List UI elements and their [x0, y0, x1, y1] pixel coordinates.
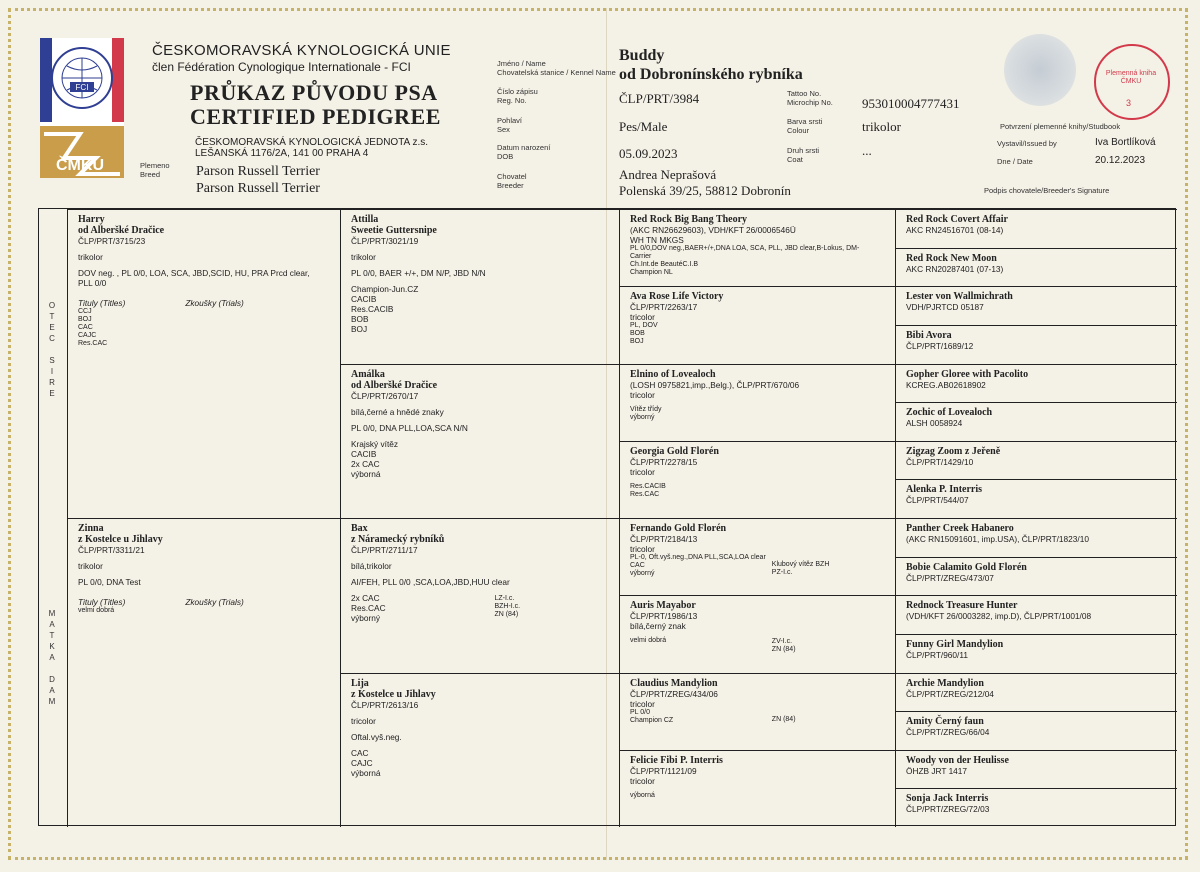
- cell-note: ZN (84): [771, 715, 796, 723]
- cell-line: CAC: [630, 562, 645, 569]
- issued-by: Iva Bortlíková: [1095, 137, 1156, 148]
- breeder-address: Polenská 39/25, 58812 Dobronín: [619, 183, 791, 198]
- dam-dam-cell: [340, 673, 619, 828]
- cell-line: trikolor: [351, 252, 376, 262]
- gen3-cell: [619, 673, 895, 750]
- cell-line: velmi dobrá: [630, 637, 667, 645]
- org-fci: člen Fédération Cynologique Internationale - FCI: [152, 60, 411, 74]
- stamp-number: 3: [1126, 98, 1132, 108]
- side-letter: E: [49, 389, 55, 398]
- cell-line: výborná: [351, 767, 381, 778]
- cell-line: výborná: [351, 468, 381, 479]
- sire-dam-cell: [340, 364, 619, 519]
- cell-line: Res.CACIB: [351, 304, 394, 314]
- cell-line: ČLP/PRT/1986/13: [630, 611, 698, 622]
- gen4-cell: [895, 595, 1177, 634]
- cell-line: PL-0, Oft.vyš.neg.,DNA PLL,SCA,LOA clear: [630, 554, 766, 561]
- cell-line: Zigzag Zoom z Jeřeně: [906, 445, 1001, 457]
- cell-note: ZV-I.c.: [771, 638, 793, 646]
- cell-line: Sweetie Guttersnipe: [351, 225, 437, 236]
- cell-line: tricolor: [351, 715, 376, 726]
- cell-line: AKC RN20287401 (07-13): [906, 263, 1004, 274]
- side-letter: C: [49, 334, 55, 343]
- sire-side-label: [42, 300, 62, 399]
- cell-line: BOJ: [630, 338, 644, 346]
- signature-label: Podpis chovatele/Breeder's Signature: [984, 186, 1110, 195]
- cell-line: Bobie Calamito Gold Florén: [906, 561, 1027, 573]
- cell-line: tricolor: [630, 389, 655, 400]
- gen4-cell: [895, 209, 1177, 248]
- side-letter: S: [49, 356, 55, 365]
- cell-line: bílá,černý znak: [630, 621, 686, 632]
- side-letter: M: [48, 609, 56, 618]
- cell-line: ČLP/PRT/ZREG/473/07: [906, 572, 994, 583]
- side-letter: K: [49, 642, 55, 651]
- cell-note: Klubový vítěz BZH: [771, 561, 830, 568]
- side-letter: I: [50, 367, 54, 376]
- date-label: Dne / Date: [997, 157, 1033, 166]
- cell-line: bílá,černé a hnědé znaky: [351, 406, 444, 417]
- gen4-cell: [895, 441, 1177, 480]
- cell-line: trikolor: [78, 252, 103, 262]
- gen3-cell: [619, 209, 895, 286]
- side-letter: A: [49, 653, 55, 662]
- name-label: Jméno / Name Chovatelská stanice / Kennel Name: [497, 59, 616, 77]
- cell-line: BOB: [630, 330, 645, 338]
- dam-side-label: [42, 608, 62, 707]
- cell-line: (AKC RN15091601, imp.USA), ČLP/PRT/1823/10: [906, 534, 1089, 544]
- cell-line: Sonja Jack Interris: [906, 793, 989, 805]
- cell-line: ČLP/PRT/2613/16: [351, 699, 419, 710]
- cell-line: Auris Mayabor: [630, 600, 696, 612]
- cell-note: ZN (84): [494, 611, 519, 618]
- cell-line: Carrier: [630, 253, 652, 260]
- fci-cmku-logo: [40, 38, 124, 178]
- sex-label: Pohlaví Sex: [497, 116, 523, 134]
- cell-line: Zochic of Lovealoch: [906, 407, 993, 419]
- cell-line: Champion CZ: [630, 716, 674, 724]
- cell-line: KCREG.AB02618902: [906, 379, 986, 390]
- side-letter: A: [49, 620, 55, 629]
- dog-sex: Pes/Male: [619, 119, 668, 134]
- cell-line: výborný: [630, 413, 655, 421]
- dam-cell: [67, 518, 340, 827]
- cell-line: Red Rock Big Bang Theory: [630, 214, 748, 225]
- title-entry: CCJ: [78, 308, 92, 315]
- cell-line: Claudius Mandylion: [630, 677, 718, 689]
- cell-line: Oftal.vyš.neg.: [351, 731, 402, 742]
- cell-line: Rednock Treasure Hunter: [906, 600, 1018, 612]
- colour-label: Barva srsti Colour: [787, 117, 823, 135]
- cell-line: Harry: [78, 214, 105, 225]
- issued-label: Vystavil/Issued by: [997, 139, 1057, 148]
- cell-line: ČLP/PRT/960/11: [906, 649, 968, 660]
- cell-note: LZ-I.c.: [494, 595, 515, 602]
- chip-label: Tattoo No. Microchip No.: [787, 89, 833, 107]
- reg-label: Číslo zápisu Reg. No.: [497, 87, 538, 105]
- cell-line: Funny Girl Mandylion: [906, 638, 1004, 650]
- cell-line: Lija: [351, 677, 369, 689]
- side-letter: [42, 663, 62, 674]
- cell-note: BZH-I.c.: [494, 603, 521, 610]
- gen3-cell: [619, 286, 895, 363]
- title-entry: CAC: [78, 324, 93, 331]
- cell-line: CAJC: [351, 757, 373, 768]
- cell-line: Ch.Int.de BeautéC.I.B: [630, 261, 699, 268]
- pedigree-table: [38, 208, 1176, 826]
- side-letter: T: [49, 312, 55, 321]
- cell-line: 2x CAC: [351, 458, 380, 469]
- title-cz: PRŮKAZ PŮVODU PSA: [190, 80, 438, 105]
- sire-cell: [67, 209, 340, 518]
- title-entry: BOJ: [78, 316, 92, 323]
- sire-sire-cell: [340, 209, 619, 364]
- gen3-cell: [619, 595, 895, 672]
- cell-line: Res.CACIB: [630, 482, 666, 490]
- dob-label: Datum narození DOB: [497, 143, 551, 161]
- cell-line: BOB: [351, 314, 369, 324]
- cell-line: Woody von der Heulisse: [906, 754, 1009, 766]
- cell-line: PLL 0/0: [78, 278, 107, 288]
- cell-line: bílá,trikolor: [351, 561, 392, 571]
- cell-line: Zinna: [78, 523, 104, 534]
- side-letter: E: [49, 323, 55, 332]
- coat-label: Druh srsti Coat: [787, 146, 820, 164]
- gen4-cell: [895, 479, 1177, 518]
- cell-line: Red Rock New Moon: [906, 252, 997, 264]
- org-name: ČESKOMORAVSKÁ KYNOLOGICKÁ UNIE: [152, 42, 451, 59]
- trials-label: Zkoušky (Trials): [185, 298, 244, 308]
- cell-line: trikolor: [78, 561, 103, 571]
- cell-line: Alenka P. Interris: [906, 484, 983, 496]
- cell-line: ČLP/PRT/2711/17: [351, 545, 418, 555]
- gen4-cell: [895, 557, 1177, 596]
- cell-line: PL 0/0,DOV neg.,BAER+/+,DNA LOA, SCA, PLL, JBD clear,B-Lokus, DM-: [630, 245, 860, 252]
- side-letter: R: [49, 378, 55, 387]
- gen4-cell: [895, 788, 1177, 827]
- gen4-cell: [895, 286, 1177, 325]
- title-entry: CAJC: [78, 332, 97, 339]
- gen4-cell: [895, 518, 1177, 557]
- cell-line: Attilla: [351, 214, 379, 225]
- cell-note: PZ-I.c.: [771, 569, 793, 576]
- breed-label: Plemeno Breed: [140, 161, 170, 179]
- gen3-cell: [619, 750, 895, 827]
- cell-line: tricolor: [630, 698, 655, 709]
- cell-line: VDH/PJRTCD 05187: [906, 302, 984, 313]
- cell-line: (LOSH 0975821,imp.,Belg.), ČLP/PRT/670/06: [630, 379, 800, 390]
- cell-line: (AKC RN26629603), VDH/KFT 26/0006546Ü: [630, 225, 796, 235]
- cell-line: CACIB: [351, 294, 377, 304]
- dog-colour: trikolor: [862, 119, 901, 134]
- cell-line: ČLP/PRT/544/07: [906, 495, 969, 506]
- confirm-label: Potvrzení plemenné knihy/Studbook: [1000, 122, 1121, 131]
- gen4-cell: [895, 634, 1177, 673]
- side-letter: A: [49, 686, 55, 695]
- hologram-seal: [1004, 34, 1076, 106]
- cell-line: WH TN MKGS: [630, 235, 684, 245]
- dog-kennel: od Dobronínského rybníka: [619, 66, 803, 83]
- jednota-name: ČESKOMORAVSKÁ KYNOLOGICKÁ JEDNOTA z.s.: [195, 137, 429, 148]
- cell-line: z Náramecký rybníků: [351, 534, 445, 545]
- cell-line: AI/FEH, PLL 0/0 ,SCA,LOA,JBD,HUU clear: [351, 577, 510, 587]
- cell-line: CAC: [351, 747, 369, 758]
- cell-line: ČLP/PRT/ZREG/212/04: [906, 688, 994, 699]
- cell-line: Champion NL: [630, 269, 673, 276]
- cell-note: ZN (84): [771, 646, 796, 654]
- cell-line: ČLP/PRT/3311/21: [78, 545, 145, 555]
- cell-line: Champion-Jun.CZ: [351, 284, 419, 294]
- cell-line: ČLP/PRT/1121/09: [630, 765, 697, 776]
- gen4-cell: [895, 248, 1177, 287]
- dog-coat: ...: [862, 143, 872, 158]
- cell-line: Krajský vítěz: [351, 438, 399, 449]
- title-entry: Res.CAC: [78, 340, 108, 347]
- cell-line: Amálka: [351, 368, 385, 380]
- logo-fci-text: FCI: [75, 83, 89, 92]
- cell-line: AKC RN24516701 (08-14): [906, 225, 1004, 235]
- breed-cz: Parson Russell Terrier: [196, 164, 320, 179]
- dog-dob: 05.09.2023: [619, 146, 678, 161]
- stamp-text: Plemenná kniha ČMKU: [1105, 70, 1157, 85]
- cell-line: PL, DOV: [630, 322, 658, 330]
- cell-line: Archie Mandylion: [906, 677, 984, 689]
- gen4-cell: [895, 402, 1177, 441]
- breeder-label: Chovatel Breeder: [497, 172, 527, 190]
- gen4-cell: [895, 673, 1177, 712]
- dog-name: Buddy: [619, 47, 665, 64]
- cell-line: z Kostelce u Jihlavy: [351, 688, 436, 700]
- dog-reg: ČLP/PRT/3984: [619, 91, 700, 106]
- cell-line: CACIB: [351, 448, 377, 459]
- gen4-cell: [895, 750, 1177, 789]
- cell-line: ČLP/PRT/ZREG/72/03: [906, 804, 990, 815]
- cell-line: ČLP/PRT/2263/17: [630, 302, 698, 313]
- cell-line: Ava Rose Life Victory: [630, 291, 724, 303]
- side-letter: M: [48, 697, 56, 706]
- cell-line: ČLP/PRT/2670/17: [351, 390, 419, 401]
- gen3-cell: [619, 518, 895, 595]
- issue-date: 20.12.2023: [1095, 155, 1146, 166]
- cell-line: Fernando Gold Florén: [630, 523, 727, 534]
- cell-line: 2x CAC: [351, 593, 380, 603]
- dog-chip: 953010004777431: [862, 96, 960, 111]
- cell-line: PL 0/0, DNA Test: [78, 577, 141, 587]
- cell-line: ČLP/PRT/ZREG/66/04: [906, 727, 990, 738]
- cell-line: ČLP/PRT/3021/19: [351, 236, 419, 246]
- cell-line: Res.CAC: [630, 490, 660, 498]
- cell-line: DOV neg. , PL 0/0, LOA, SCA, JBD,SCID, HU, PRA Prcd clear,: [78, 268, 310, 278]
- side-letter: [42, 344, 62, 355]
- cell-line: PL 0/0: [630, 708, 650, 716]
- cell-line: Vítěz třídy: [630, 405, 662, 413]
- cell-line: výborná: [630, 791, 655, 799]
- cell-line: od Alberšké Dračice: [78, 225, 165, 236]
- cell-line: Lester von Wallmichrath: [906, 291, 1013, 303]
- cell-line: Red Rock Covert Affair: [906, 214, 1008, 225]
- jednota-address: LEŠANSKÁ 1176/2A, 141 00 PRAHA 4: [195, 148, 369, 159]
- cell-line: (VDH/KFT 26/0003282, imp.D), ČLP/PRT/1001/08: [906, 611, 1092, 622]
- cell-line: tricolor: [630, 466, 655, 477]
- cell-line: PL 0/0, DNA PLL,LOA,SCA N/N: [351, 422, 468, 433]
- cell-line: BOJ: [351, 324, 368, 334]
- cell-line: Amity Černý faun: [906, 716, 984, 728]
- title-en: CERTIFIED PEDIGREE: [190, 104, 441, 129]
- cell-line: Felicie Fibi P. Interris: [630, 754, 723, 766]
- cell-line: ČLP/PRT/ZREG/434/06: [630, 688, 718, 699]
- titles-label: Tituly (Titles): [78, 597, 126, 607]
- cell-line: z Kostelce u Jihlavy: [78, 534, 163, 545]
- cell-line: tricolor: [630, 312, 655, 323]
- cell-line: Bax: [351, 523, 368, 534]
- cell-line: výborný: [630, 570, 655, 577]
- gen4-cell: [895, 711, 1177, 750]
- cell-line: Georgia Gold Florén: [630, 445, 719, 457]
- logo-cmku-text: ČMKU: [56, 157, 104, 174]
- gen3-cell: [619, 364, 895, 441]
- title-entry: velmi dobrá: [78, 607, 115, 614]
- cell-line: Bibi Avora: [906, 329, 952, 341]
- cell-line: ČLP/PRT/3715/23: [78, 236, 146, 246]
- cell-line: ALSH 0058924: [906, 418, 963, 429]
- cell-line: ČLP/PRT/1429/10: [906, 456, 974, 467]
- gen3-cell: [619, 441, 895, 518]
- cell-line: Panther Creek Habanero: [906, 523, 1014, 534]
- cell-line: Elnino of Lovealoch: [630, 368, 716, 380]
- gen4-cell: [895, 364, 1177, 403]
- gen4-cell: [895, 325, 1177, 364]
- studbook-stamp: [1094, 44, 1170, 120]
- cell-line: ÖHZB JRT 1417: [906, 765, 968, 776]
- cell-line: ČLP/PRT/2278/15: [630, 456, 698, 467]
- breeder-name: Andrea Neprašová: [619, 167, 717, 182]
- cell-line: ČLP/PRT/1689/12: [906, 340, 974, 351]
- cell-line: PL 0/0, BAER +/+, DM N/P, JBD N/N: [351, 268, 486, 278]
- cell-line: tricolor: [630, 775, 655, 786]
- side-letter: T: [49, 631, 55, 640]
- cell-line: ČLP/PRT/2184/13: [630, 534, 698, 544]
- dam-sire-cell: [340, 518, 619, 673]
- side-letter: O: [48, 301, 56, 310]
- trials-label: Zkoušky (Trials): [185, 597, 244, 607]
- breed-en: Parson Russell Terrier: [196, 181, 320, 196]
- titles-label: Tituly (Titles): [78, 298, 126, 308]
- cell-line: Gopher Gloree with Pacolito: [906, 368, 1029, 380]
- cell-line: od Alberšké Dračice: [351, 379, 438, 391]
- cell-line: Res.CAC: [351, 603, 386, 613]
- cell-line: tricolor: [630, 544, 655, 554]
- cell-line: výborný: [351, 613, 381, 623]
- side-letter: D: [49, 675, 55, 684]
